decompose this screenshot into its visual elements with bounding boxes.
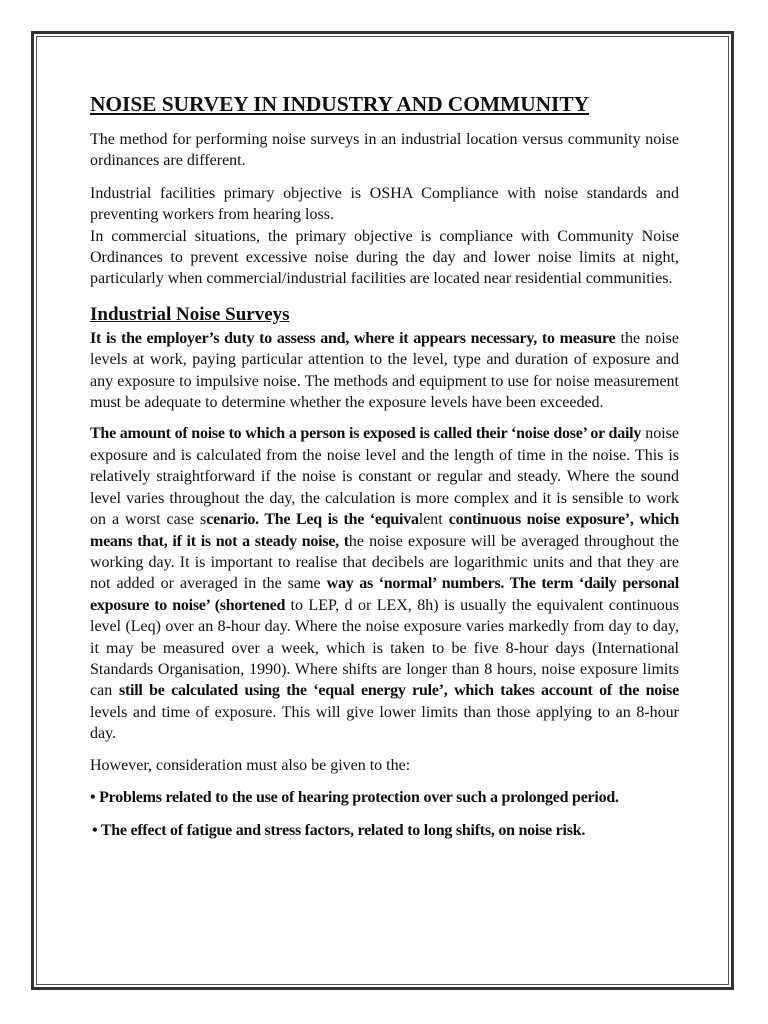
commercial-objective-paragraph: In commercial situations, the primary objective is compliance with Community Noise Ordinances to prevent excessive noise during the day and lower noise limits at night, particularly when commercial/industrial facilities are located near residential communities. [90, 227, 679, 288]
document-body [90, 90, 679, 841]
noise-dose-bold-4: way as ‘normal’ numbers. The term ‘daily personal exposure to noise’ (shortened [90, 575, 679, 614]
bullet-item-hearing-protection: • Problems related to the use of hearing protection over such a prolonged period. [90, 788, 619, 806]
noise-dose-text-1: noise exposure and is calculated from the noise level and the length of time in the noise. This is relatively straightforward if the noise is constant or regular and steady. Where the sound level varies throughout the day, the calculation is more complex and it is sensible to work on a worst case s [90, 425, 679, 529]
noise-dose-text-4: to LEP, d or LEX, 8h) is usually the equivalent continuous level (Leq) over an 8-hour day. Where the noise exposure varies markedly from day to day, it may be measured over a week, which is taken to be five 8-hour days (International Standards Organisation, 1990). Where shifts are longer than 8 hours, noise exposure limits can [90, 596, 680, 700]
noise-dose-bold-5: still be calculated using the ‘equal energy rule’, which takes account of the noise [118, 682, 679, 700]
employer-duty-paragraph [90, 328, 679, 414]
noise-dose-text-5: levels and time of exposure. This will give lower limits than those applying to an 8-hour day. [90, 703, 679, 743]
intro-paragraph: The method for performing noise surveys in an industrial location versus community noise ordinances are different. [90, 131, 679, 170]
employer-duty-bold-lead: It is the employer’s duty to assess and, where it appears necessary, to measure [90, 329, 616, 347]
employer-duty-text: the noise levels at work, paying particular attention to the level, type and duration of exposure and any exposure to impulsive noise. The methods and equipment to use for noise measurement must be adequate to determine whether the exposure levels have been exceeded. [90, 329, 679, 412]
consideration-paragraph: However, consideration must also be given to the: [90, 756, 411, 774]
section-heading-industrial-noise-surveys: Industrial Noise Surveys [90, 303, 290, 325]
bullet-item-fatigue-stress: • The effect of fatigue and stress factors, related to long shifts, on noise risk. [92, 821, 586, 839]
document-title: NOISE SURVEY IN INDUSTRY AND COMMUNITY [90, 92, 589, 116]
noise-dose-bold-3: continuous noise exposure’, which means that, if it is not a steady noise, t [90, 511, 680, 550]
industrial-objective-paragraph: Industrial facilities primary objective is OSHA Compliance with noise standards and preventing workers from hearing loss. [90, 184, 679, 224]
noise-dose-bold-lead: The amount of noise to which a person is exposed is called their ‘noise dose’ or daily [90, 425, 642, 443]
noise-dose-paragraph [90, 423, 679, 744]
noise-dose-text-3: he noise exposure will be averaged throughout the working day. It is important to realise that decibels are logarithmic units and that they are not added or averaged in the same [90, 532, 680, 593]
noise-dose-text-2: lent [418, 511, 449, 529]
noise-dose-bold-2: cenario. The Leq is the ‘equiva [206, 511, 419, 529]
